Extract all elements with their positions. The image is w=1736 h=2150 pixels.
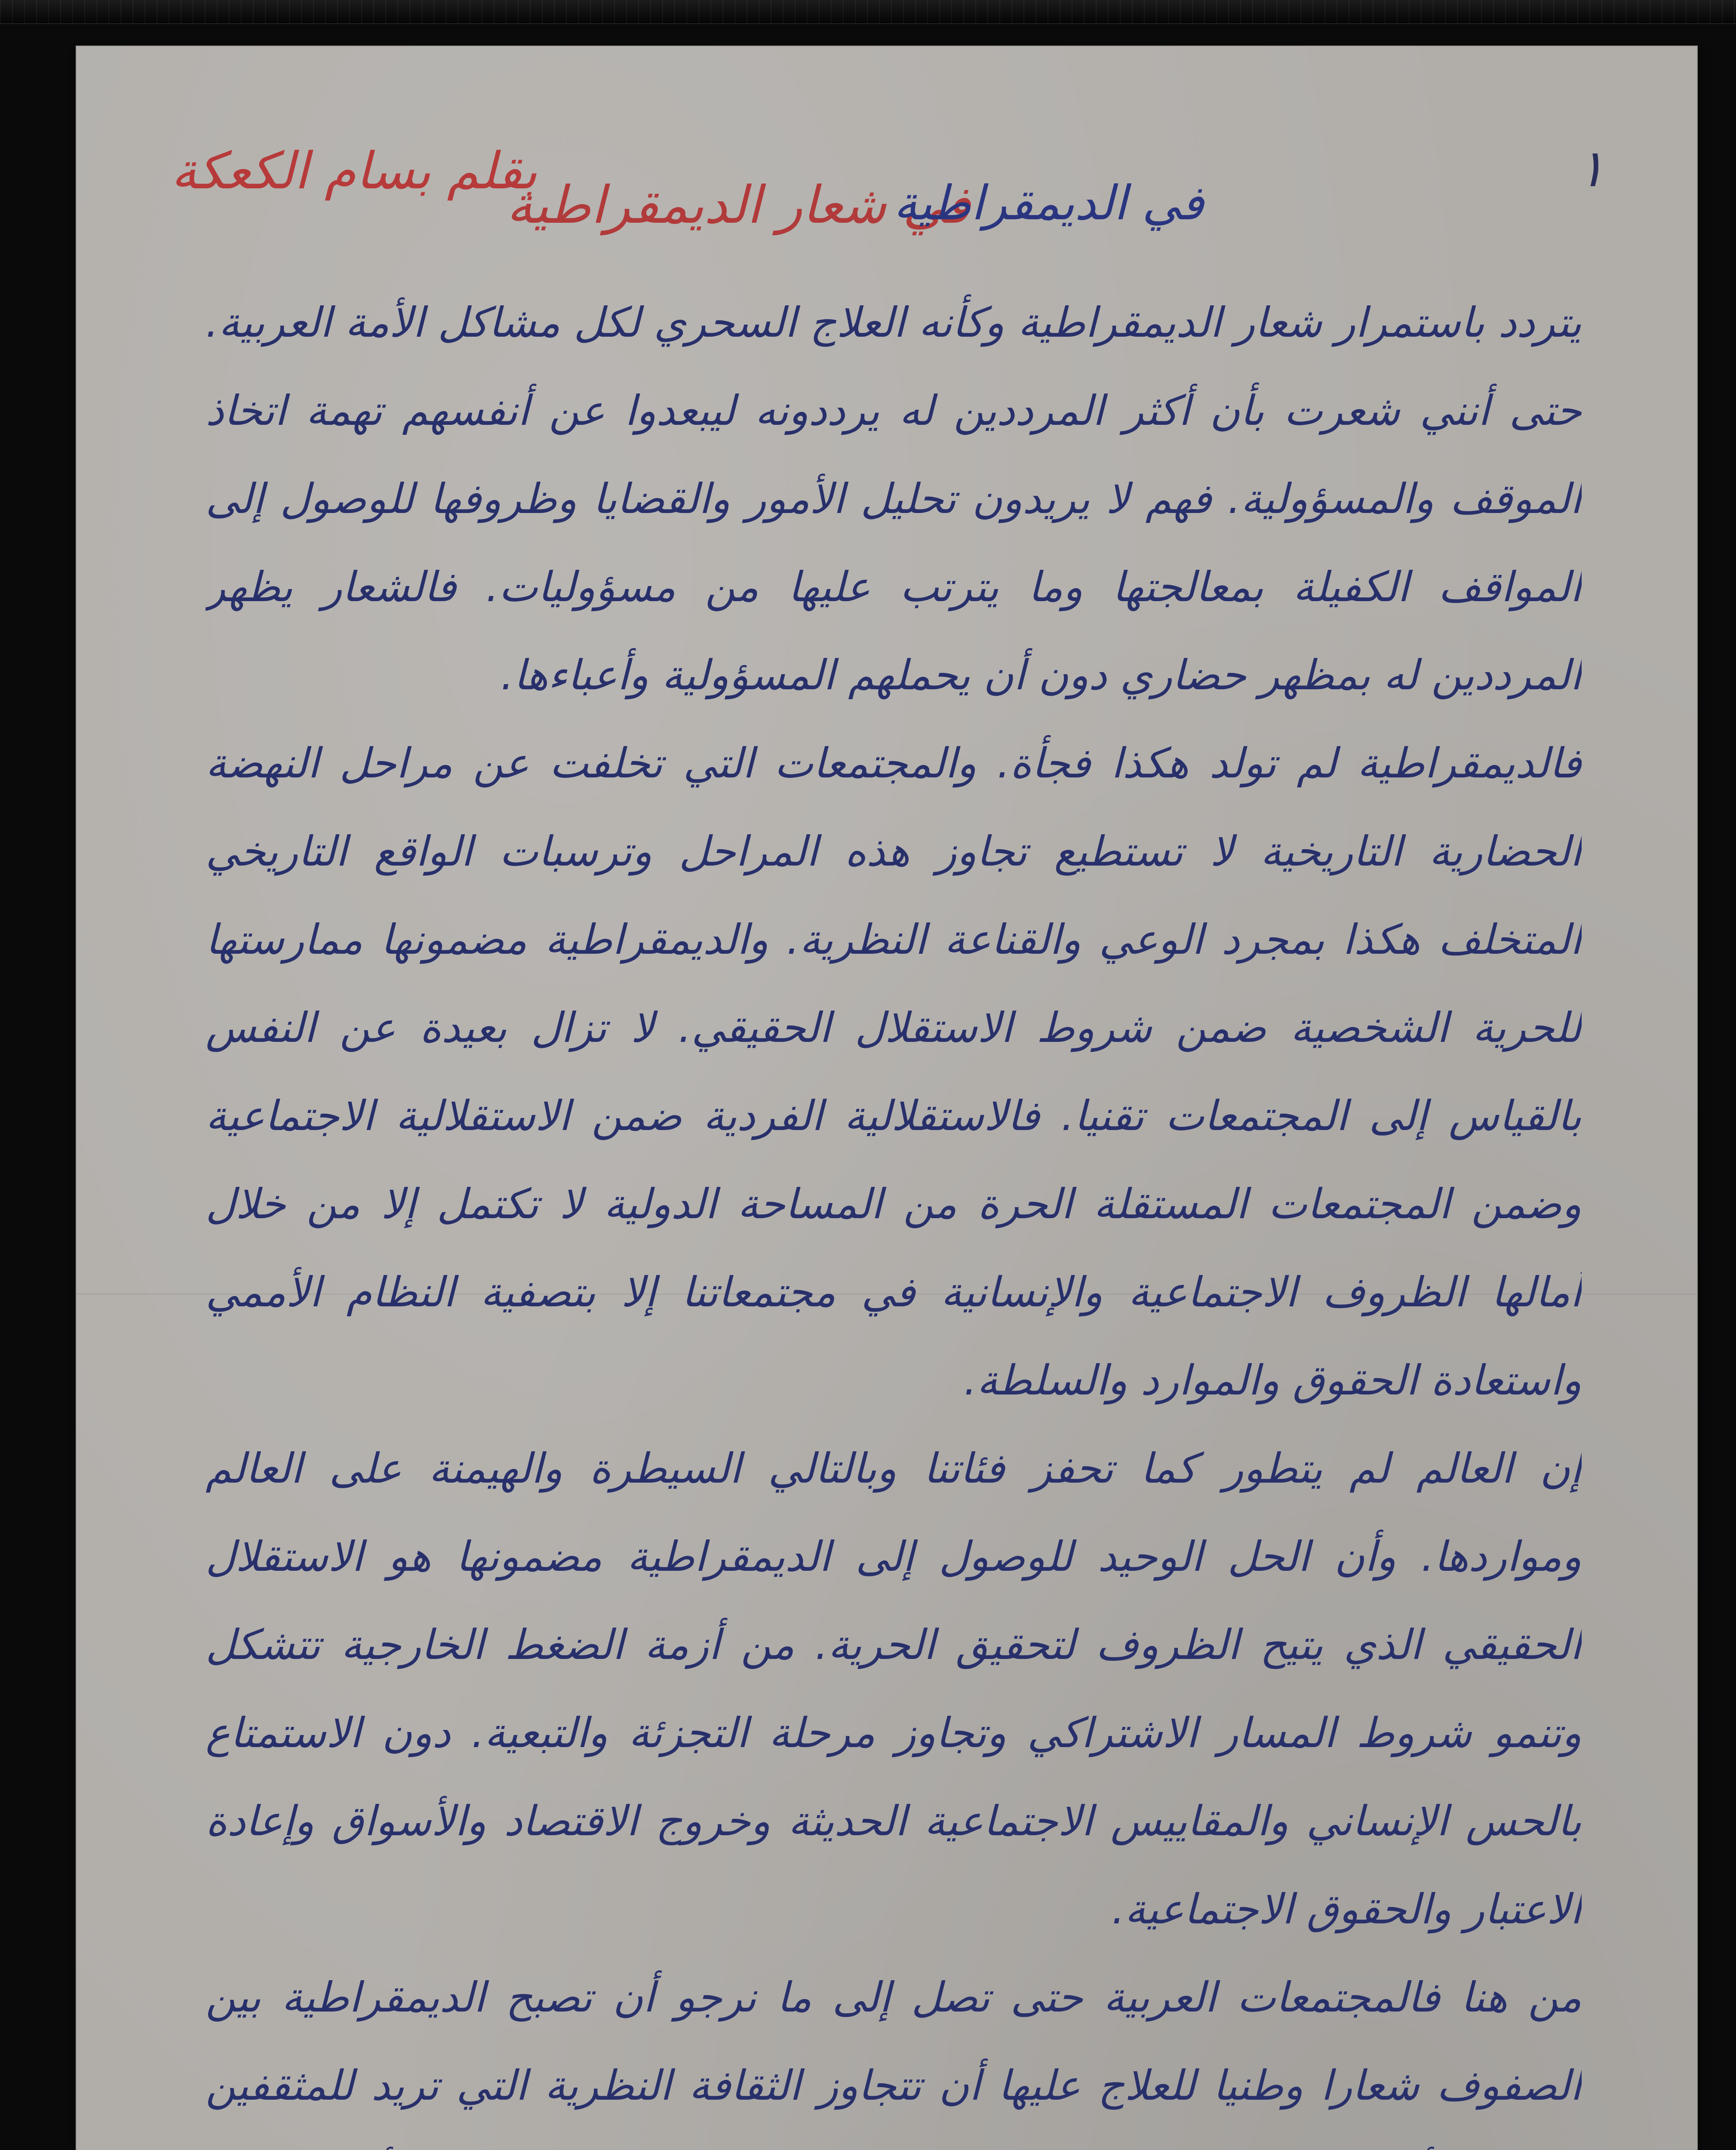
paragraph: فالديمقراطية لم تولد هكذا فجأة. والمجتمعات التي تخلفت عن مراحل النهضة الحضارية التاريخية لا تستطيع تجاوز هذه المراحل وترسبات الواقع التاريخي المتخلف هكذا بمجرد الوعي والقناعة النظرية. والديمقراطية مضمونها ممارستها للحرية الشخصية ضمن شروط الاستقلال الحقيقي. لا تزال بعيدة عن النفس بالقياس إلى المجتمعات تقنيا. فالاستقلالية الفردية ضمن الاستقلالية الاجتماعية وضمن المجتمعات المستقلة الحرة من المساحة الدولية لا تكتمل إلا من خلال أمالها الظروف الاجتماعية والإنسانية في مجتمعاتنا إلا بتصفية النظام الأممي واستعادة الحقوق والموارد والسلطة. [206,739,1582,1404]
author-signature-top: بقلم بسام الكعكة [171,141,538,200]
handwritten-body [206,279,1582,2150]
paragraph: يتردد باستمرار شعار الديمقراطية وكأنه العلاج السحري لكل مشاكل الأمة العربية. حتى أنني شعرت بأن أكثر المرددين له يرددونه ليبعدوا عن أنفسهم تهمة اتخاذ الموقف والمسؤولية. فهم لا يريدون تحليل الأمور والقضايا وظروفها للوصول إلى المواقف الكفيلة بمعالجتها وما يترتب عليها من مسؤوليات. فالشعار يظهر المرددين له بمظهر حضاري دون أن يحملهم المسؤولية وأعباءها. [206,298,1582,699]
title-red: في شعار الديمقراطية [507,175,971,235]
paragraph: من هنا فالمجتمعات العربية حتى تصل إلى ما نرجو أن تصبح الديمقراطية بين الصفوف شعارا وطنيا للعلاج عليها أن تتجاوز الثقافة النظرية التي تريد للمثقفين [206,1973,1582,2110]
page-number: ١ [1577,139,1605,199]
title-blue: في الديمقراطية [894,175,1204,230]
calibration-ticks [0,0,1736,23]
paragraph: إن العالم لم يتطور كما تحفز فئاتنا وبالتالي السيطرة والهيمنة على العالم ومواردها. وأن الحل الوحيد للوصول إلى الديمقراطية مضمونها هو الاستقلال الحقيقي الذي يتيح الظروف لتحقيق الحرية. من أزمة الضغط الخارجية تتشكل وتنمو شروط المسار الاشتراكي وتجاوز مرحلة التجزئة والتبعية. دون الاستمتاع بالحس الإنساني والمقاييس الاجتماعية الحديثة وخروج الاقتصاد والأسواق وإعادة الاعتبار والحقوق الاجتماعية. [206,1444,1582,1933]
calibration-bar [0,0,1736,24]
manuscript-page [77,46,1697,2150]
